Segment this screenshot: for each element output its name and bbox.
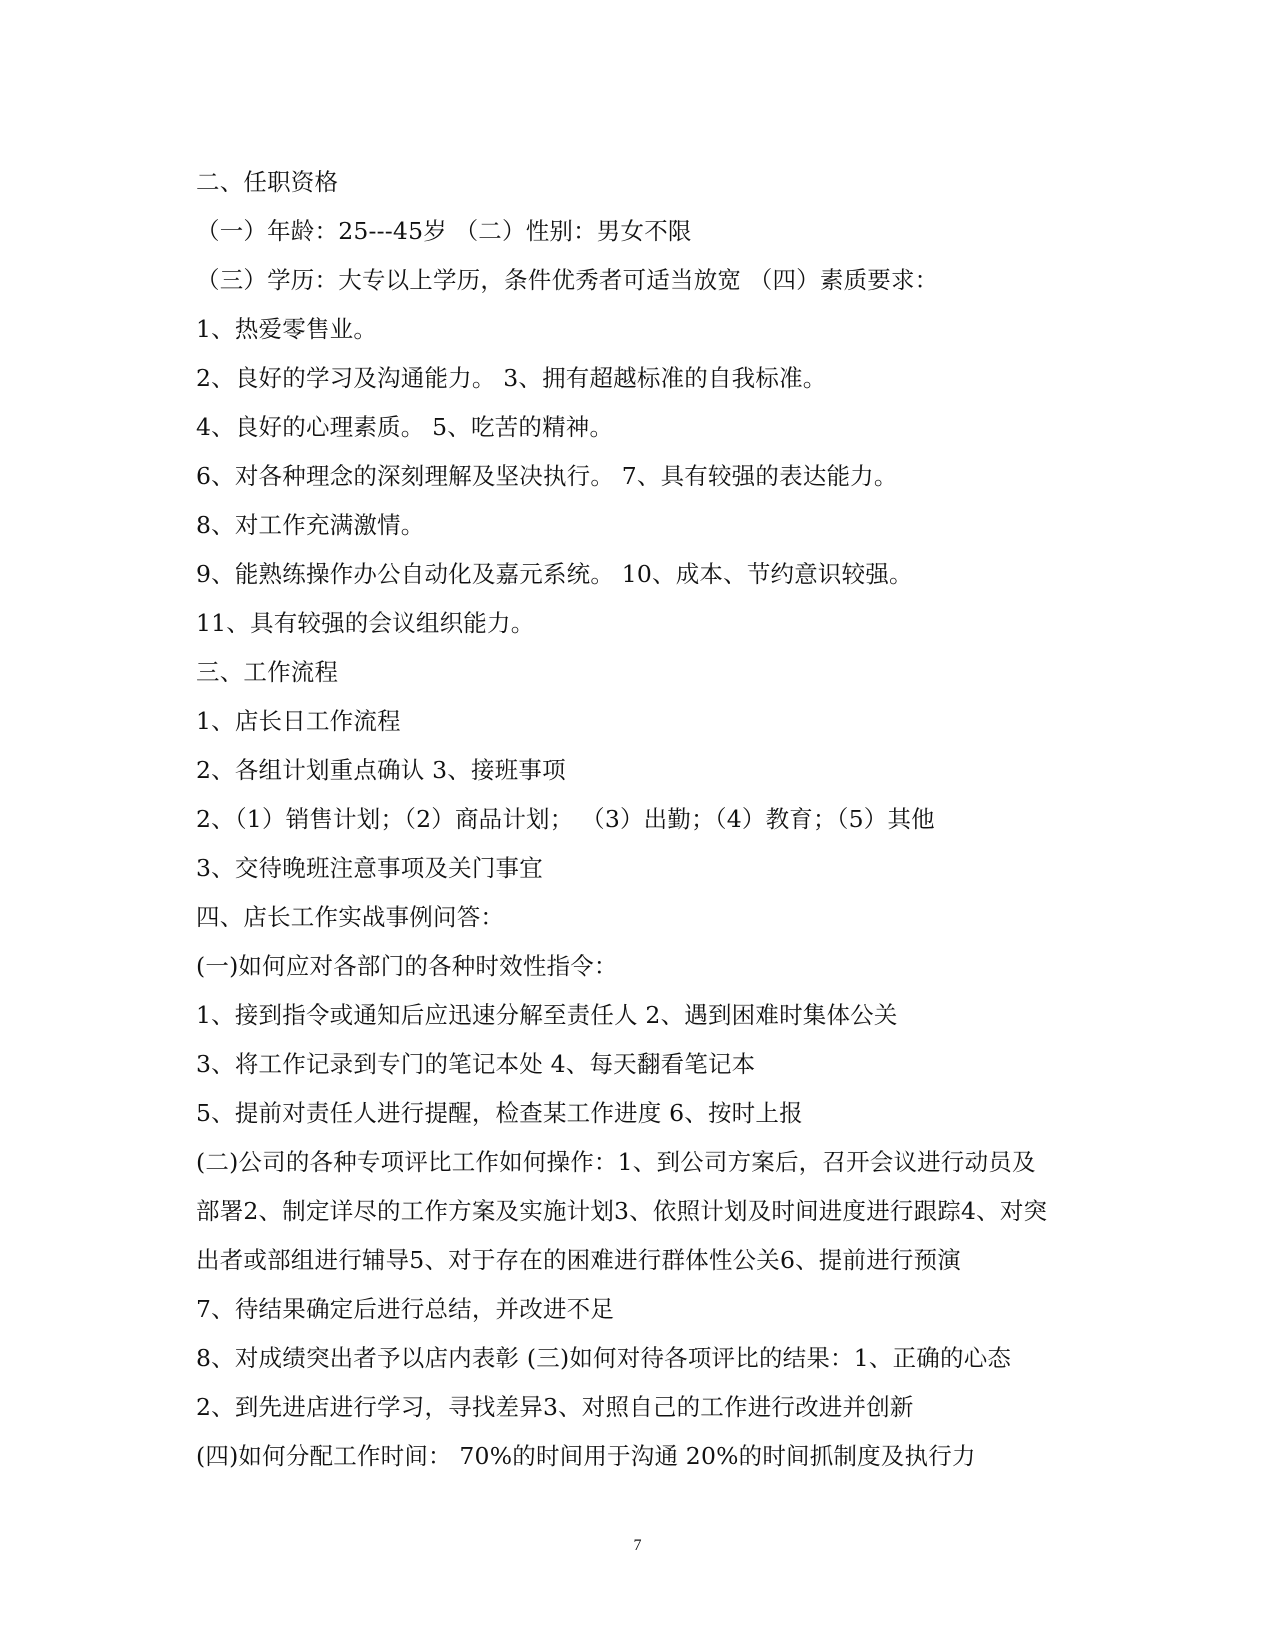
text-line: 2、各组计划重点确认 3、接班事项	[196, 756, 566, 784]
text-line: 2、到先进店进行学习，寻找差异3、对照自己的工作进行改进并创新	[196, 1393, 914, 1421]
text-line: 二、任职资格	[196, 168, 339, 196]
text-line: 三、工作流程	[196, 658, 339, 686]
text-line: 4、良好的心理素质。 5、吃苦的精神。	[196, 413, 614, 441]
text-line: 出者或部组进行辅导5、对于存在的困难进行群体性公关6、提前进行预演	[196, 1246, 962, 1274]
text-line: 3、将工作记录到专门的笔记本处 4、每天翻看笔记本	[196, 1050, 756, 1078]
text-line: 5、提前对责任人进行提醒，检查某工作进度 6、按时上报	[196, 1099, 803, 1127]
text-line: 部署2、制定详尽的工作方案及实施计划3、依照计划及时间进度进行跟踪4、对突	[196, 1197, 1048, 1225]
text-line: (四)如何分配工作时间： 70%的时间用于沟通 20%的时间抓制度及执行力	[196, 1442, 976, 1470]
text-line: 3、交待晚班注意事项及关门事宜	[196, 854, 543, 882]
text-line: 1、热爱零售业。	[196, 315, 378, 343]
text-line: 1、店长日工作流程	[196, 707, 401, 735]
text-line: (一)如何应对各部门的各种时效性指令：	[196, 952, 618, 980]
text-line: （一）年龄：25---45岁 （二）性别：男女不限	[196, 217, 692, 245]
text-line: 6、对各种理念的深刻理解及坚决执行。 7、具有较强的表达能力。	[196, 462, 898, 490]
text-line: 2、（1）销售计划；（2）商品计划； （3）出勤；（4）教育；（5）其他	[196, 805, 935, 833]
text-line: （三）学历：大专以上学历，条件优秀者可适当放宽 （四）素质要求：	[196, 266, 939, 294]
document-body	[196, 158, 1096, 1481]
text-line: 9、能熟练操作办公自动化及嘉元系统。 10、成本、节约意识较强。	[196, 560, 913, 588]
text-line: 8、对工作充满激情。	[196, 511, 425, 539]
text-line: 1、接到指令或通知后应迅速分解至责任人 2、遇到困难时集体公关	[196, 1001, 898, 1029]
text-line: 2、良好的学习及沟通能力。 3、拥有超越标准的自我标准。	[196, 364, 827, 392]
text-line: (二)公司的各种专项评比工作如何操作：1、到公司方案后，召开会议进行动员及	[196, 1148, 1036, 1176]
page-number: 7	[633, 1537, 642, 1554]
text-line: 7、待结果确定后进行总结，并改进不足	[196, 1295, 615, 1323]
text-line: 11、具有较强的会议组织能力。	[196, 609, 535, 637]
text-line: 四、店长工作实战事例问答：	[196, 903, 505, 931]
text-line: 8、对成绩突出者予以店内表彰 (三)如何对待各项评比的结果：1、正确的心态	[196, 1344, 1012, 1372]
